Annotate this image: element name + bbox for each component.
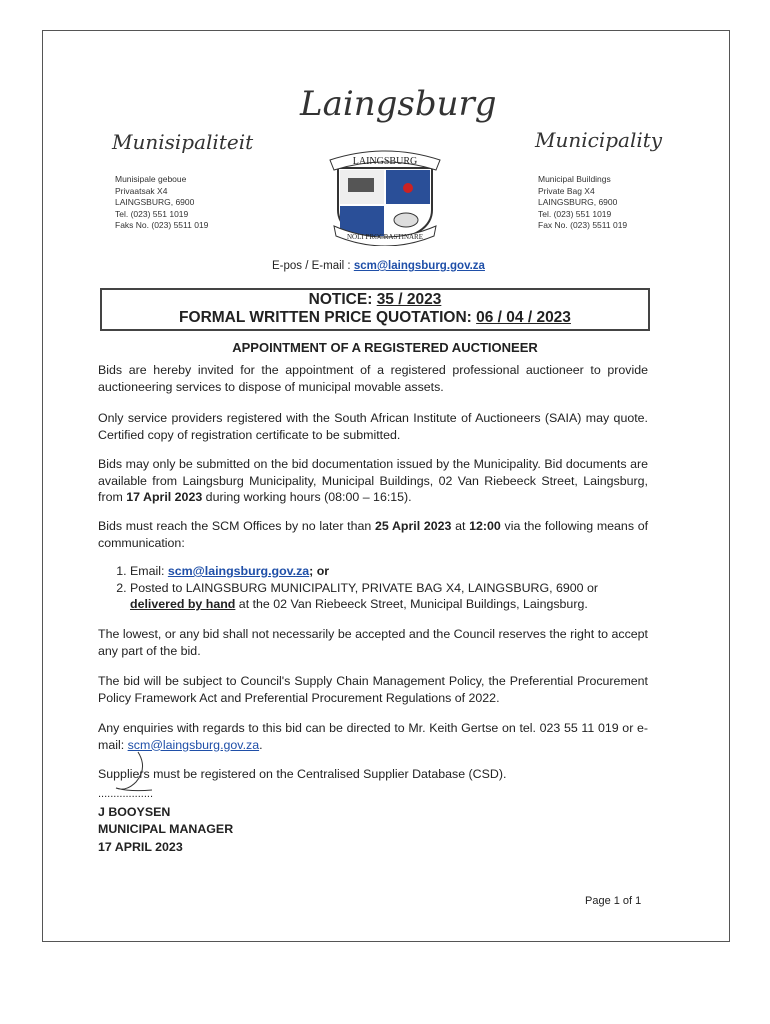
svg-text:NOLI PROCRASTINARE: NOLI PROCRASTINARE: [346, 233, 424, 241]
signatory-title: MUNICIPAL MANAGER: [98, 822, 234, 836]
address-line: Faks No. (023) 5511 019: [115, 220, 209, 230]
email-line: [272, 260, 485, 272]
text: Bids must reach the SCM Offices by no later than: [98, 519, 375, 533]
text: Email:: [130, 564, 168, 578]
notice-heading: APPOINTMENT OF A REGISTERED AUCTIONEER: [232, 340, 538, 355]
paragraph: Suppliers must be registered on the Centralised Supplier Database (CSD).: [98, 767, 507, 781]
letter-date: 17 APRIL 2023: [98, 840, 183, 854]
municipal-crest-icon: [310, 140, 460, 246]
deadline-date: 25 April 2023: [374, 519, 452, 533]
paragraph: Bids are hereby invited for the appointment of a registered professional auctioneer to provide auctioneering services to dispose of municipal movable assets.: [98, 363, 648, 394]
paragraph: [98, 518, 648, 551]
email-link[interactable]: scm@laingsburg.gov.za: [167, 564, 310, 578]
text: Any enquiries with regards to this bid can be directed to Mr. Keith Gertse on tel. 023 55 11 019 or e-mail:: [98, 721, 648, 752]
town-script-logo: Laingsburg: [300, 84, 497, 124]
signatory: [98, 804, 233, 838]
signatory-name: J BOOYSEN: [98, 805, 171, 819]
notice-box: [100, 288, 650, 331]
email-link[interactable]: scm@laingsburg.gov.za: [127, 737, 260, 752]
notice-label: NOTICE:: [308, 291, 373, 308]
paragraph: [98, 720, 648, 753]
text: delivered by hand: [130, 597, 236, 611]
address-line: LAINGSBURG, 6900: [115, 197, 195, 207]
signature-line: ..................: [98, 788, 154, 800]
paragraph: The lowest, or any bid shall not necessarily be accepted and the Council reserves the right to accept any part of the bid.: [98, 627, 648, 658]
address-line: Munisipale geboue: [115, 174, 187, 184]
text: during working hours (08:00 – 16:15).: [202, 490, 412, 504]
right-address: [538, 174, 627, 232]
paragraph: [98, 456, 648, 506]
notice-number: 35 / 2023: [376, 291, 442, 308]
quote-number: 06 / 04 / 2023: [476, 309, 571, 326]
email-label: E-pos / E-mail :: [272, 260, 351, 272]
email-link[interactable]: scm@laingsburg.gov.za: [353, 260, 485, 272]
text: Bids may only be submitted on the bid documentation issued by the Municipality. Bid documents are available from Laingsburg Municipality, Municipal Buildings, 02 Van Riebeeck Street, Laingsburg, from: [98, 457, 648, 504]
paragraph: The bid will be subject to Council's Supply Chain Management Policy, the Preferential Procurement Policy Framework Act and Preferential Procurement Regulations of 2022.: [98, 674, 648, 705]
address-line: LAINGSBURG, 6900: [538, 197, 618, 207]
text: at the 02 Van Riebeeck Street, Municipal Buildings, Laingsburg.: [235, 597, 588, 611]
text: Posted to LAINGSBURG MUNICIPALITY, PRIVATE BAG X4, LAINGSBURG, 6900 or: [130, 580, 599, 595]
left-script-logo: Munisipaliteit: [112, 130, 254, 154]
text: at: [451, 519, 470, 533]
address-line: Tel. (023) 551 1019: [538, 208, 612, 219]
deadline-time: 12:00: [469, 519, 501, 533]
text: ; or: [309, 564, 330, 578]
left-address: [115, 174, 208, 232]
address-line: Municipal Buildings: [538, 174, 611, 184]
address-line: Tel. (023) 551 1019: [115, 208, 189, 219]
svg-text:LAINGSBURG: LAINGSBURG: [352, 156, 418, 167]
address-line: Privaatsak X4: [115, 185, 168, 196]
submission-list: [106, 563, 648, 613]
address-line: Fax No. (023) 5511 019: [538, 220, 628, 230]
date: 17 April 2023: [126, 490, 203, 504]
quote-label: FORMAL WRITTEN PRICE QUOTATION:: [179, 309, 472, 326]
page-number: Page 1 of 1: [585, 895, 642, 907]
text: .: [259, 737, 263, 752]
text: via the following means of communication:: [98, 519, 649, 550]
list-item: [130, 580, 648, 613]
address-line: Private Bag X4: [538, 185, 595, 196]
right-script-logo: Municipality: [535, 128, 663, 152]
list-item: [130, 563, 648, 580]
paragraph: Only service providers registered with the South African Institute of Auctioneers (SAIA) may quote. Certified copy of registration certificate to be submitted.: [98, 411, 648, 442]
